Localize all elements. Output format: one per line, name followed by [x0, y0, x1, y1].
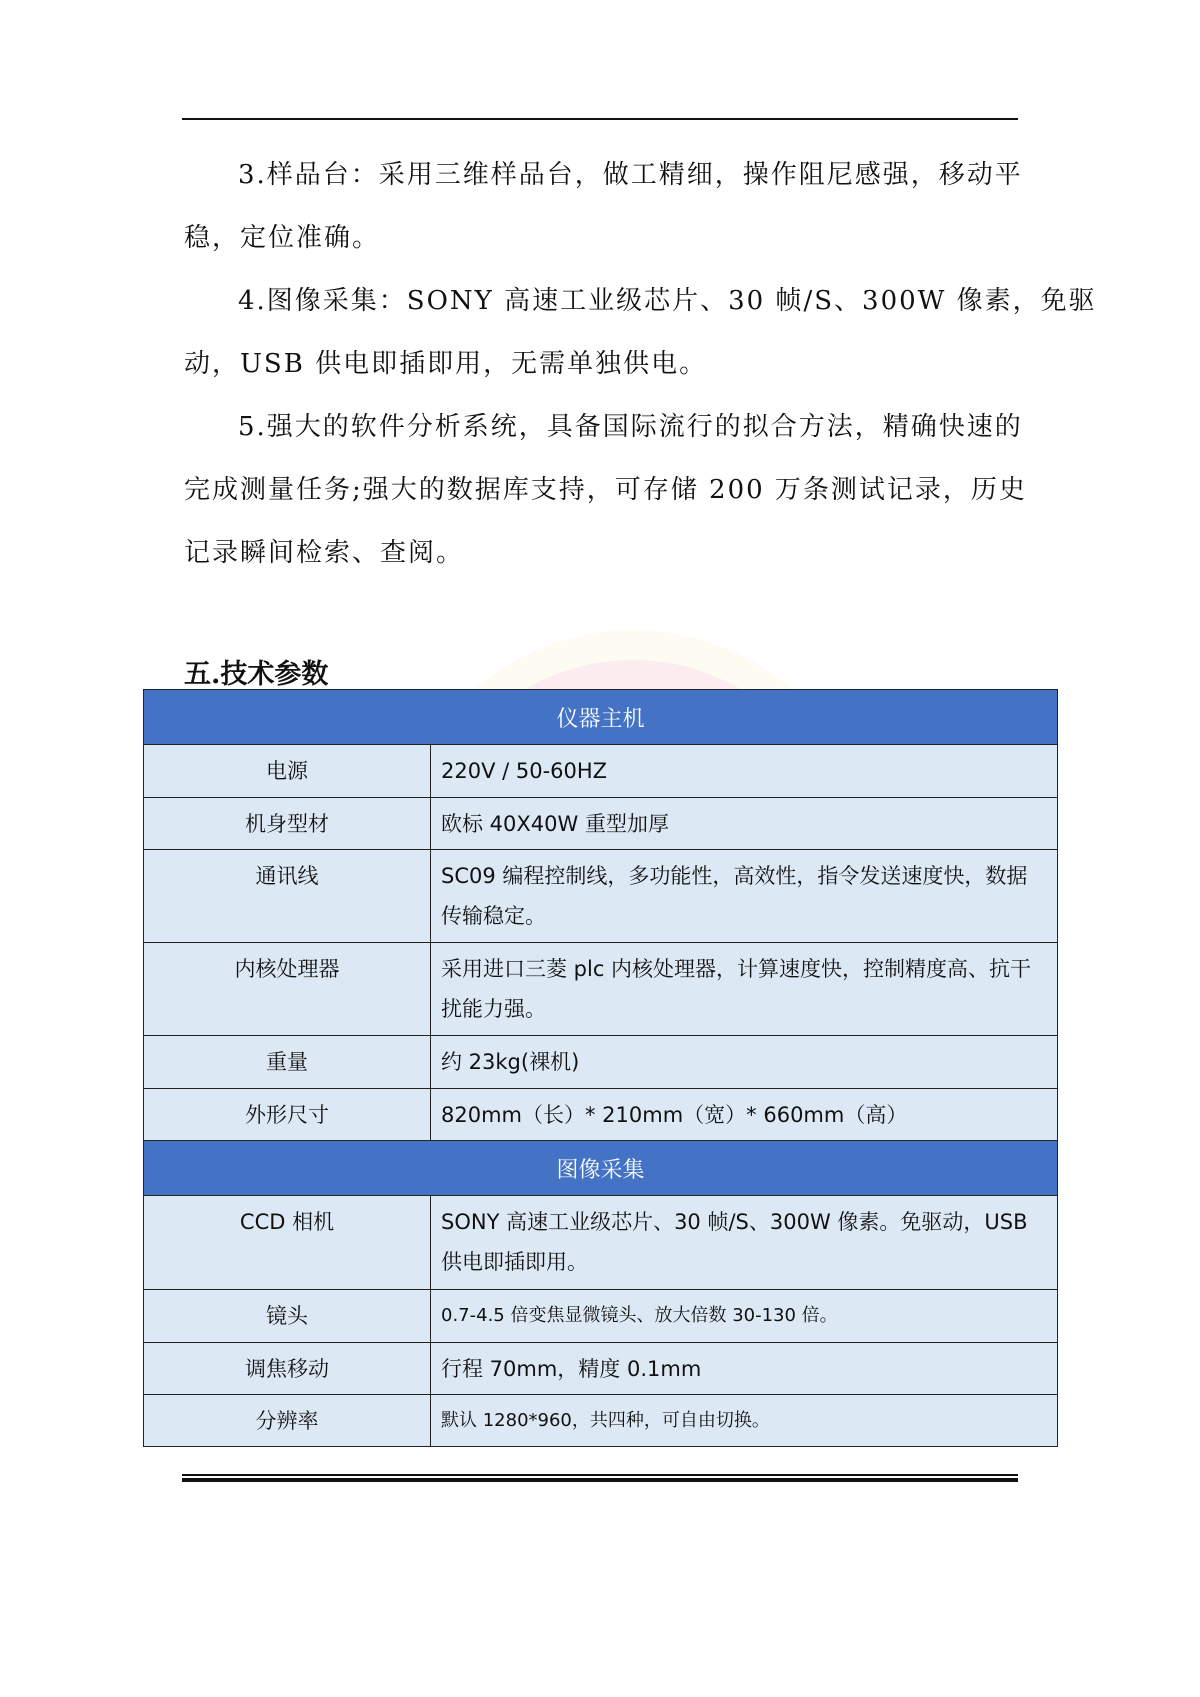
section-heading: 五.技术参数 [184, 659, 329, 690]
table-row [144, 943, 1058, 1036]
table-row [144, 1089, 1058, 1141]
spec-key: CCD 相机 [144, 1196, 431, 1290]
paragraph-line: 完成测量任务;强大的数据库支持，可存储 200 万条测试记录，历史 [184, 475, 1027, 505]
table-row [144, 745, 1058, 798]
table-row [144, 1196, 1058, 1290]
spec-key: 机身型材 [144, 798, 431, 850]
header-rule [182, 118, 1018, 120]
table-row [144, 1290, 1058, 1343]
paragraph-line: 5.强大的软件分析系统，具备国际流行的拟合方法，精确快速的 [238, 412, 1023, 442]
paragraph-line: 记录瞬间检索、查阅。 [184, 538, 465, 568]
spec-key: 镜头 [144, 1290, 431, 1343]
table-row [144, 850, 1058, 943]
spec-value: 默认 1280*960，共四种，可自由切换。 [431, 1395, 1058, 1447]
spec-value: SONY 高速工业级芯片、30 帧/S、300W 像素。免驱动，USB 供电即插即用。 [431, 1196, 1058, 1290]
spec-value: 欧标 40X40W 重型加厚 [431, 798, 1058, 850]
table-row [144, 798, 1058, 850]
paragraph-software [184, 396, 1027, 585]
spec-table [143, 689, 1058, 1447]
paragraph-line: 动，USB 供电即插即用，无需单独供电。 [184, 349, 708, 379]
paragraph-line: 4.图像采集：SONY 高速工业级芯片、30 帧/S、300W 像素，免驱 [238, 286, 1097, 316]
spec-value: 采用进口三菱 plc 内核处理器，计算速度快，控制精度高、抗干扰能力强。 [431, 943, 1058, 1036]
table-row [144, 1036, 1058, 1089]
paragraph-sample-stage [184, 144, 1023, 270]
spec-value: 行程 70mm，精度 0.1mm [431, 1343, 1058, 1395]
footer-rule-thin [182, 1474, 1018, 1476]
paragraph-line: 3.样品台：采用三维样品台，做工精细，操作阻尼感强，移动平 [238, 160, 1023, 190]
spec-key: 调焦移动 [144, 1343, 431, 1395]
spec-value: 220V / 50-60HZ [431, 745, 1058, 798]
spec-key: 电源 [144, 745, 431, 798]
spec-value: 820mm（长）* 210mm（宽）* 660mm（高） [431, 1089, 1058, 1141]
paragraph-image-capture [184, 270, 1097, 396]
table-row [144, 1343, 1058, 1395]
spec-key: 分辨率 [144, 1395, 431, 1447]
footer-rule-thick [182, 1478, 1018, 1482]
paragraph-line: 稳，定位准确。 [184, 223, 381, 253]
spec-key: 外形尺寸 [144, 1089, 431, 1141]
spec-key: 内核处理器 [144, 943, 431, 1036]
table-row [144, 1395, 1058, 1447]
spec-value: 0.7-4.5 倍变焦显微镜头、放大倍数 30-130 倍。 [431, 1290, 1058, 1343]
spec-value: SC09 编程控制线，多功能性，高效性，指令发送速度快，数据传输稳定。 [431, 850, 1058, 943]
group-header-image-capture: 图像采集 [144, 1141, 1058, 1196]
spec-key: 通讯线 [144, 850, 431, 943]
group-header-host: 仪器主机 [144, 690, 1058, 745]
spec-key: 重量 [144, 1036, 431, 1089]
spec-value: 约 23kg(裸机) [431, 1036, 1058, 1089]
